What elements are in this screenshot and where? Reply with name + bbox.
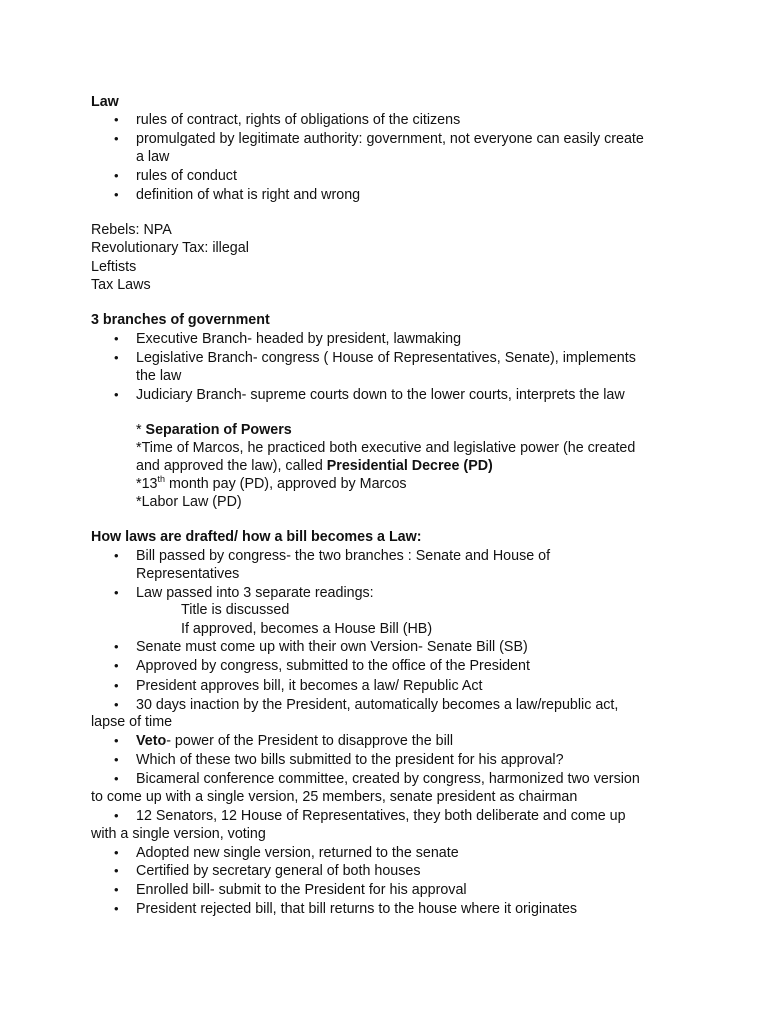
law-item: rules of contract, rights of obligations of the citizens	[136, 112, 461, 128]
bill-subitem: Title is discussed	[181, 602, 290, 618]
bill-item-continuation: lapse of time	[91, 714, 173, 730]
veto-label: Veto	[136, 733, 167, 749]
separation-line-text: and approved the law), called	[136, 458, 327, 474]
bullet-icon: •	[114, 845, 119, 860]
note-line: Tax Laws	[91, 277, 151, 293]
bill-item: President approves bill, it becomes a law/ Republic Act	[136, 678, 483, 694]
separation-title-text: Separation of Powers	[145, 422, 292, 438]
bullet-icon: •	[114, 639, 119, 654]
note-line: Rebels: NPA	[91, 222, 172, 238]
bill-heading: How laws are drafted/ how a bill becomes a Law:	[91, 529, 422, 545]
bullet-icon: •	[114, 733, 119, 748]
law-item-continuation: a law	[136, 149, 170, 165]
bullet-icon: •	[114, 331, 119, 346]
veto-text: - power of the President to disapprove the bill	[166, 733, 454, 749]
bullet-icon: •	[114, 350, 119, 365]
note-line: Revolutionary Tax: illegal	[91, 240, 249, 256]
law-item: promulgated by legitimate authority: government, not everyone can easily create	[136, 131, 644, 147]
bill-item-continuation: to come up with a single version, 25 members, senate president as chairman	[91, 789, 578, 805]
branches-heading: 3 branches of government	[91, 312, 270, 328]
separation-line-text: *13	[136, 476, 158, 492]
bill-item: 30 days inaction by the President, automatically becomes a law/republic act,	[136, 697, 619, 713]
separation-title	[136, 421, 292, 439]
superscript: th	[157, 474, 165, 485]
bullet-icon: •	[114, 658, 119, 673]
separation-line	[136, 457, 493, 475]
bill-item: Senate must come up with their own Version- Senate Bill (SB)	[136, 639, 528, 655]
bullet-icon: •	[114, 901, 119, 916]
bullet-icon: •	[114, 112, 119, 127]
bill-item-veto	[136, 732, 453, 750]
bill-item: Bicameral conference committee, created by congress, harmonized two version	[136, 771, 640, 787]
bullet-icon: •	[114, 187, 119, 202]
bill-item: Certified by secretary general of both houses	[136, 863, 421, 879]
bullet-icon: •	[114, 808, 119, 823]
separation-star: *	[136, 422, 146, 438]
bill-item: Bill passed by congress- the two branches : Senate and House of	[136, 548, 551, 564]
bullet-icon: •	[114, 585, 119, 600]
branch-item: Legislative Branch- congress ( House of Representatives, Senate), implements	[136, 350, 636, 366]
bullet-icon: •	[114, 863, 119, 878]
bullet-icon: •	[114, 752, 119, 767]
bill-item: President rejected bill, that bill returns to the house where it originates	[136, 901, 578, 917]
bill-item: Law passed into 3 separate readings:	[136, 585, 374, 601]
bill-item: Which of these two bills submitted to the president for his approval?	[136, 752, 564, 768]
law-item: rules of conduct	[136, 168, 237, 184]
bullet-icon: •	[114, 131, 119, 146]
bill-item: 12 Senators, 12 House of Representatives, they both deliberate and come up	[136, 808, 626, 824]
bullet-icon: •	[114, 548, 119, 563]
separation-line: *Time of Marcos, he practiced both executive and legislative power (he created	[136, 440, 636, 456]
bill-item-continuation: with a single version, voting	[91, 826, 266, 842]
bill-item: Enrolled bill- submit to the President for his approval	[136, 882, 467, 898]
bullet-icon: •	[114, 168, 119, 183]
branch-item: Executive Branch- headed by president, lawmaking	[136, 331, 462, 347]
presidential-decree-label: Presidential Decree (PD)	[326, 458, 493, 474]
law-heading: Law	[91, 94, 119, 110]
bullet-icon: •	[114, 771, 119, 786]
bullet-icon: •	[114, 387, 119, 402]
separation-line: *Labor Law (PD)	[136, 494, 242, 510]
separation-line	[136, 475, 407, 493]
note-line: Leftists	[91, 259, 137, 275]
branch-item-continuation: the law	[136, 368, 182, 384]
branch-item: Judiciary Branch- supreme courts down to the lower courts, interprets the law	[136, 387, 625, 403]
bill-item: Approved by congress, submitted to the office of the President	[136, 658, 530, 674]
bill-subitem: If approved, becomes a House Bill (HB)	[181, 621, 433, 637]
bill-item-continuation: Representatives	[136, 566, 240, 582]
bullet-icon: •	[114, 678, 119, 693]
separation-line-text: month pay (PD), approved by Marcos	[164, 476, 407, 492]
bullet-icon: •	[114, 697, 119, 712]
law-item: definition of what is right and wrong	[136, 187, 361, 203]
bullet-icon: •	[114, 882, 119, 897]
bill-item: Adopted new single version, returned to the senate	[136, 845, 459, 861]
